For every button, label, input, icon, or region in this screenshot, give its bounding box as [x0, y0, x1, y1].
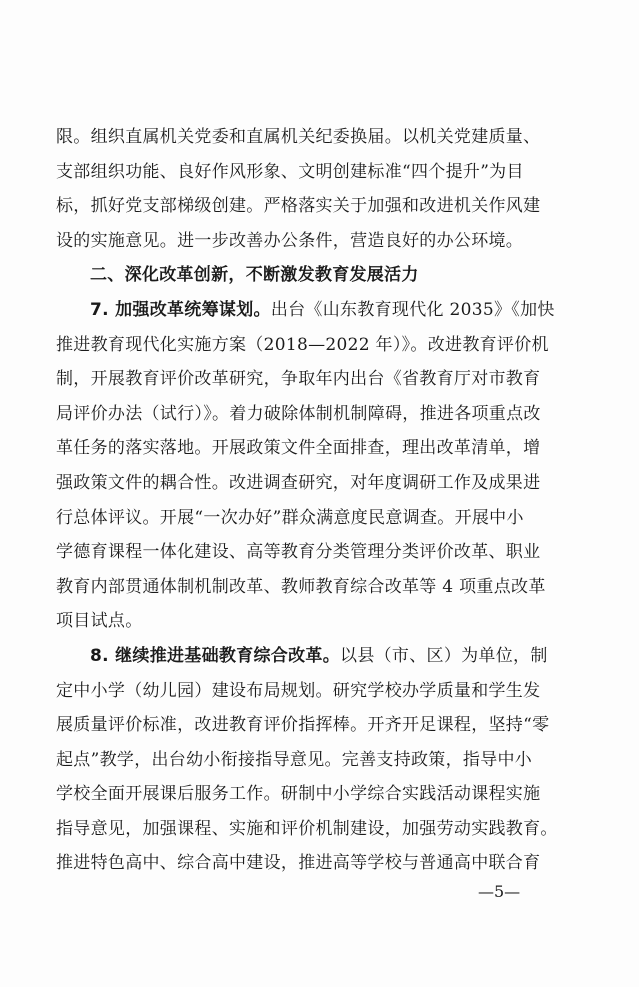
paragraph-line: 起点”教学，出台幼小衔接指导意见。完善支持政策，指导中小	[56, 749, 533, 770]
paragraph-line: 推进教育现代化实施方案（2018—2022 年）》。改进教育评价机	[56, 334, 549, 355]
paragraph-line: 支部组织功能、良好作风形象、文明创建标准“四个提升”为目	[56, 161, 524, 182]
document-body	[56, 120, 584, 881]
paragraph-line: 制，开展教育评价改革研究，争取年内出台《省教育厅对市教育	[56, 369, 541, 390]
paragraph-line: 标，抓好党支部梯级创建。严格落实关于加强和改进机关作风建	[56, 196, 541, 217]
item8-first-line	[56, 639, 584, 674]
paragraph-line: 限。组织直属机关党委和直属机关纪委换届。以机关党建质量、	[56, 127, 541, 147]
paragraph-line: 项目试点。	[56, 611, 143, 632]
item7-first-line-text: 出台《山东教育现代化 2035》《加快	[270, 299, 555, 320]
section-heading: 二、深化改革创新，不断激发教育发展活力	[90, 265, 419, 286]
paragraph-line: 教育内部贯通体制机制改革、教师教育综合改革等 4 项重点改革	[56, 576, 546, 597]
page-number: —5—	[478, 882, 521, 901]
paragraph-line: 学德育课程一体化建设、高等教育分类管理分类评价改革、职业	[56, 542, 541, 563]
paragraph-line: 局评价办法（试行）》。着力破除体制机制障碍，推进各项重点改	[56, 403, 541, 424]
paragraph-line: 指导意见，加强课程、实施和评价机制建设，加强劳动实践教育。	[56, 818, 558, 839]
item8-head: 8. 继续推进基础教育综合改革。	[90, 645, 341, 666]
item7-head: 7. 加强改革统筹谋划。	[90, 299, 271, 320]
paragraph-line: 定中小学（幼儿园）建设布局规划。研究学校办学质量和学生发	[56, 680, 541, 701]
paragraph-line: 革任务的落实落地。开展政策文件全面排查，理出改革清单，增	[56, 438, 541, 459]
paragraph-line: 行总体评议。开展“一次办好”群众满意度民意调查。开展中小	[56, 507, 524, 528]
paragraph-line: 学校全面开展课后服务工作。研制中小学综合实践活动课程实施	[56, 784, 541, 805]
paragraph-line: 强政策文件的耦合性。改进调查研究，对年度调研工作及成果进	[56, 472, 541, 493]
item7-first-line	[56, 293, 584, 328]
paragraph-line: 设的实施意见。进一步改善办公条件，营造良好的办公环境。	[56, 230, 524, 251]
paragraph-line: 推进特色高中、综合高中建设，推进高等学校与普通高中联合育	[56, 853, 541, 874]
item8-first-line-text: 以县（市、区）为单位，制	[340, 645, 548, 666]
paragraph-line: 展质量评价标准，改进教育评价指挥棒。开齐开足课程，坚持“零	[56, 715, 550, 736]
